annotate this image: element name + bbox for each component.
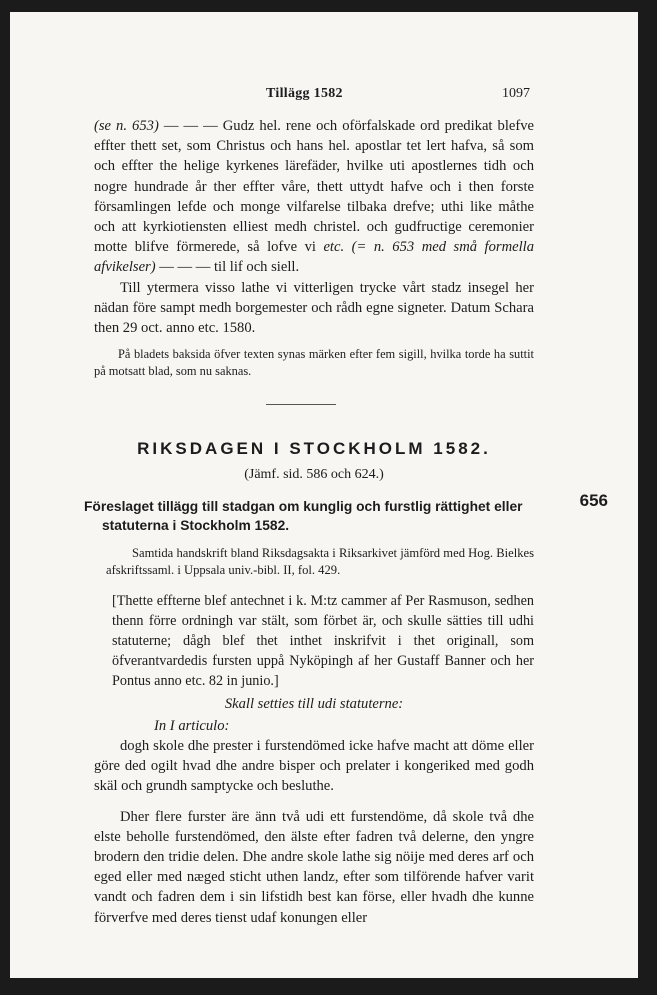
margin-document-number: 656 — [579, 490, 608, 510]
paragraph-2: Till ytermera visso lathe vi vitterligen trycke vårt stadz insegel her nädan före sampt medh borgemester och rådh egne signeter. Datum Schara then 29 oct. anno etc. 1580. — [94, 279, 534, 337]
running-title: Tillägg 1582 — [266, 86, 343, 101]
page-content — [84, 84, 608, 928]
article-heading: In I articulo: — [154, 717, 230, 734]
cross-reference: (Jämf. sid. 586 och 624.) — [244, 467, 384, 483]
statute-heading: Skall setties till udi statuterne: — [224, 695, 404, 712]
document-title-block — [84, 490, 608, 535]
page-number: 1097 — [502, 86, 530, 101]
etc-italic: etc. — [323, 239, 345, 256]
editorial-note: På bladets baksida öfver texten synas märken efter fem sigill, hvilka torde ha suttit på motsatt blad, som nu saknas. — [94, 347, 534, 379]
scanned-page — [10, 12, 638, 978]
body-paragraph-2: Dher flere furster äre änn två udi ett furstendöme, då skole två dhe elste beholle furstendömed, den älste efter fadren två delerne, den yngre brodern den tridie delen. Dhe andre skole lathe sig nöije med deres arf och eged eller med næged sticht uthen landz, efter som tilförende hafver varit vandt och fadren dem i sin lifstidh best kan förse, eller hvadh dhe kunne förverfve med deres tienst udaf konungen eller — [94, 808, 534, 926]
body-paragraph-1: dogh skole dhe prester i furstendömed icke hafve macht att döme eller göre ded ogilt hvad dhe andre bisper och prelater i kongeriked med godh skäl och grundh samptycke och besluthe. — [94, 738, 534, 795]
document-title-line-1: Föreslaget tillägg till stadgan om kunglig och furstlig rättighet eller — [84, 498, 523, 514]
bracketed-note: [Thette effterne blef antechnet i k. M:tz cammer af Per Rasmuson, sedhen thenn förre ordningh var stält, som förbet är, och skulle sätties till udhi statuterne; dågh blef thet inthet inskrifvit i thet originall, som öfverantvardedis fursten uppå Nyköpingh af her Gustaff Banner och her Pontus anno etc. 82 in junio.] — [112, 592, 534, 689]
document-title-line-2: statuterna i Stockholm 1582. — [102, 517, 290, 533]
reference-italic: (se n. 653) — [94, 118, 159, 134]
document-title — [84, 497, 542, 535]
paragraph-1-end: — — — til lif och siell. — [155, 259, 300, 276]
paragraph-1 — [94, 116, 534, 278]
source-note: Samtida handskrift bland Riksdagsakta i Riksarkivet jämförd med Hog. Bielkes afskriftssaml. i Uppsala univ.-bibl. II, fol. 429. — [106, 545, 534, 577]
running-header — [94, 84, 534, 108]
paragraph-1-text: — — — Gudz hel. rene och oförfalskade ord predikat blefve effter thett set, som Christus och hans hel. apostlar tet lert hafva, så som och effter the helige kyrkenes lärefäder, hvilke uti apostlernes tidh och nogre hundrade år ther effter våre, thett uttydt hafve och i then forste församlingen lefde och monge vilfarelse tilbaka drefve; uthi like måthe och att kyrkiotiensten elliest medh christel. och gudfructige ceremonier motte blifve förmerede, så lofve vi — [94, 118, 534, 256]
section-divider — [266, 404, 336, 405]
section-heading: RIKSDAGEN I STOCKHOLM 1582. — [137, 439, 491, 459]
variant-reference-italic: (= n. 653 med små formella afvikelser) — [94, 239, 534, 276]
